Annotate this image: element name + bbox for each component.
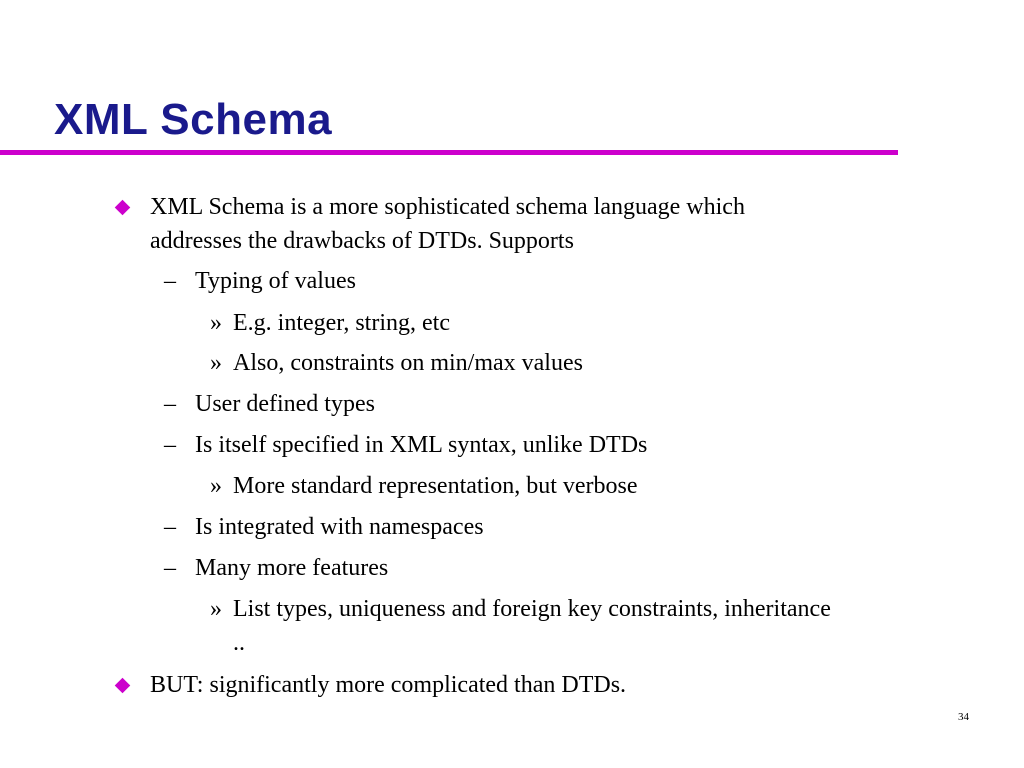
dash-marker: – — [164, 391, 176, 417]
bullet-text-line: XML Schema is a more sophisticated schema language which — [150, 194, 745, 220]
sub-sub-item: E.g. integer, string, etc — [233, 310, 450, 336]
slide-title: XML Schema — [54, 95, 333, 144]
dash-marker: – — [164, 514, 176, 540]
bullet-text-line: BUT: significantly more complicated than DTDs. — [150, 672, 627, 698]
dash-marker: – — [164, 268, 176, 294]
sub-item: Is itself specified in XML syntax, unlike DTDs — [195, 432, 648, 458]
sub-sub-item: Also, constraints on min/max values — [233, 350, 583, 376]
raquo-marker: » — [210, 596, 222, 622]
sub-item: Many more features — [195, 555, 389, 581]
sub-item: User defined types — [195, 391, 375, 417]
dash-marker: – — [164, 432, 176, 458]
dash-marker: – — [164, 555, 176, 581]
raquo-marker: » — [210, 473, 222, 499]
sub-sub-item: More standard representation, but verbose — [233, 473, 638, 499]
sub-sub-item: List types, uniqueness and foreign key constraints, inheritance — [233, 596, 831, 622]
sub-sub-item-continuation: .. — [233, 630, 245, 656]
raquo-marker: » — [210, 350, 222, 376]
raquo-marker: » — [210, 310, 222, 336]
sub-item: Is integrated with namespaces — [195, 514, 484, 540]
diamond-bullet-icon — [115, 200, 131, 216]
slide-number: 34 — [958, 711, 969, 723]
sub-item: Typing of values — [195, 268, 356, 294]
diamond-bullet-icon — [115, 678, 131, 694]
title-underline — [0, 150, 898, 155]
bullet-text-line: addresses the drawbacks of DTDs. Supports — [150, 228, 574, 254]
